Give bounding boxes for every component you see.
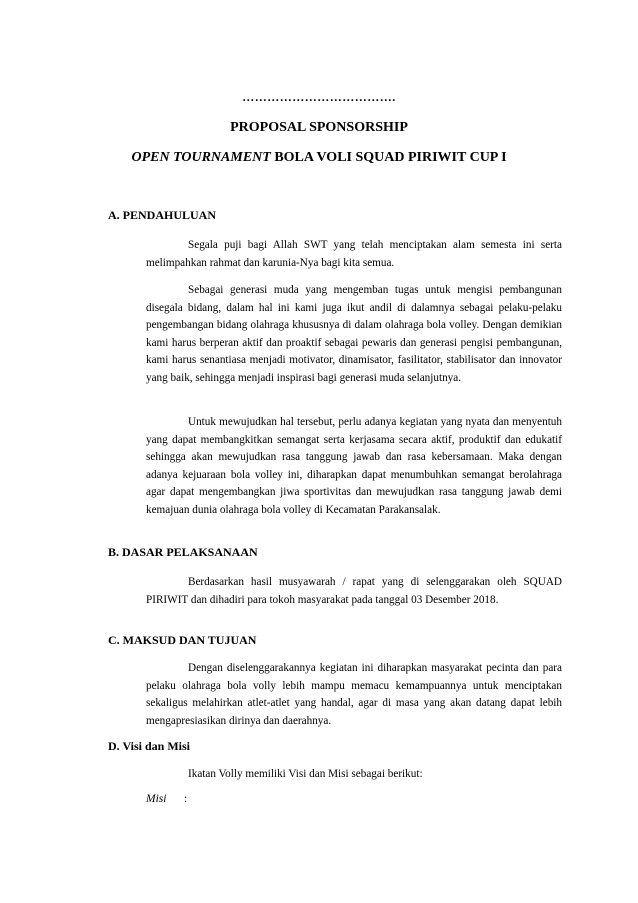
section-heading-pendahuluan: A. PENDAHULUAN (108, 208, 216, 222)
header-dots: ………………………………. (242, 90, 396, 104)
misi-label: Misi (146, 793, 167, 805)
section-heading-visi-misi: D. Visi dan Misi (108, 739, 191, 753)
visi-misi-intro: Ikatan Volly memiliki Visi dan Misi sebagai berikut: (188, 768, 423, 780)
subtitle-rest: BOLA VOLI SQUAD PIRIWIT CUP I (270, 150, 507, 165)
pendahuluan-paragraph-2: Sebagai generasi muda yang mengemban tugas untuk mengisi pembangunan disegala bidang, dalam hal ini kami juga ikut andil di dalamnya sebagai pelaku-pelaku pengembangan bidang olahraga khususnya di dalam olahraga bola volley. Dengan demikian kami harus berperan aktif dan proaktif sebagai pewaris dan generasi pengisi pembangunan, kami harus senantiasa menjadi motivator, dinamisator, fasilitator, stabilisator dan innovator yang baik, sehingga menjadi inspirasi bagi generasi muda selanjutnya. (146, 284, 562, 384)
dasar-pelaksanaan-paragraph: Berdasarkan hasil musyawarah / rapat yang di selenggarakan oleh SQUAD PIRIWIT dan dihadiri para tokoh masyarakat pada tanggal 03 Desember 2018. (146, 576, 562, 606)
section-heading-maksud-tujuan: C. MAKSUD DAN TUJUAN (108, 633, 257, 647)
subtitle-italic: OPEN TOURNAMENT (131, 150, 271, 165)
maksud-tujuan-paragraph: Dengan diselenggarakannya kegiatan ini diharapkan masyarakat pecinta dan para pelaku olahraga bola volly lebih mampu memacu kemampuannya untuk menciptakan sekaligus melahirkan atlet-atlet yang handal, agar di masa yang akan datang dapat lebih mengapresiasikan dirinya dan daerahnya. (146, 662, 562, 727)
section-heading-dasar-pelaksanaan: B. DASAR PELAKSANAAN (108, 545, 258, 559)
pendahuluan-paragraph-1: Segala puji bagi Allah SWT yang telah menciptakan alam semesta ini serta melimpahkan rahmat dan karunia-Nya bagi kita semua. (146, 239, 562, 269)
document-subtitle (0, 150, 638, 166)
pendahuluan-paragraph-3: Untuk mewujudkan hal tersebut, perlu adanya kegiatan yang nyata dan menyentuh yang dapat membangkitkan semangat serta kerjasama secara aktif, produktif dan edukatif sehingga akan mewujudkan rasa tanggung jawab dan rasa kebersamaan. Maka dengan adanya kejuaraan bola volley ini, diharapkan dapat menumbuhkan semangat berolahraga agar dapat mengembangkan jiwa sportivitas dan mewujudkan rasa tanggung jawab demi kemajuan dunia olahraga bola volley di Kecamatan Parakansalak. (146, 416, 562, 516)
misi-colon: : (184, 793, 188, 805)
document-title: PROPOSAL SPONSORSHIP (230, 120, 408, 135)
